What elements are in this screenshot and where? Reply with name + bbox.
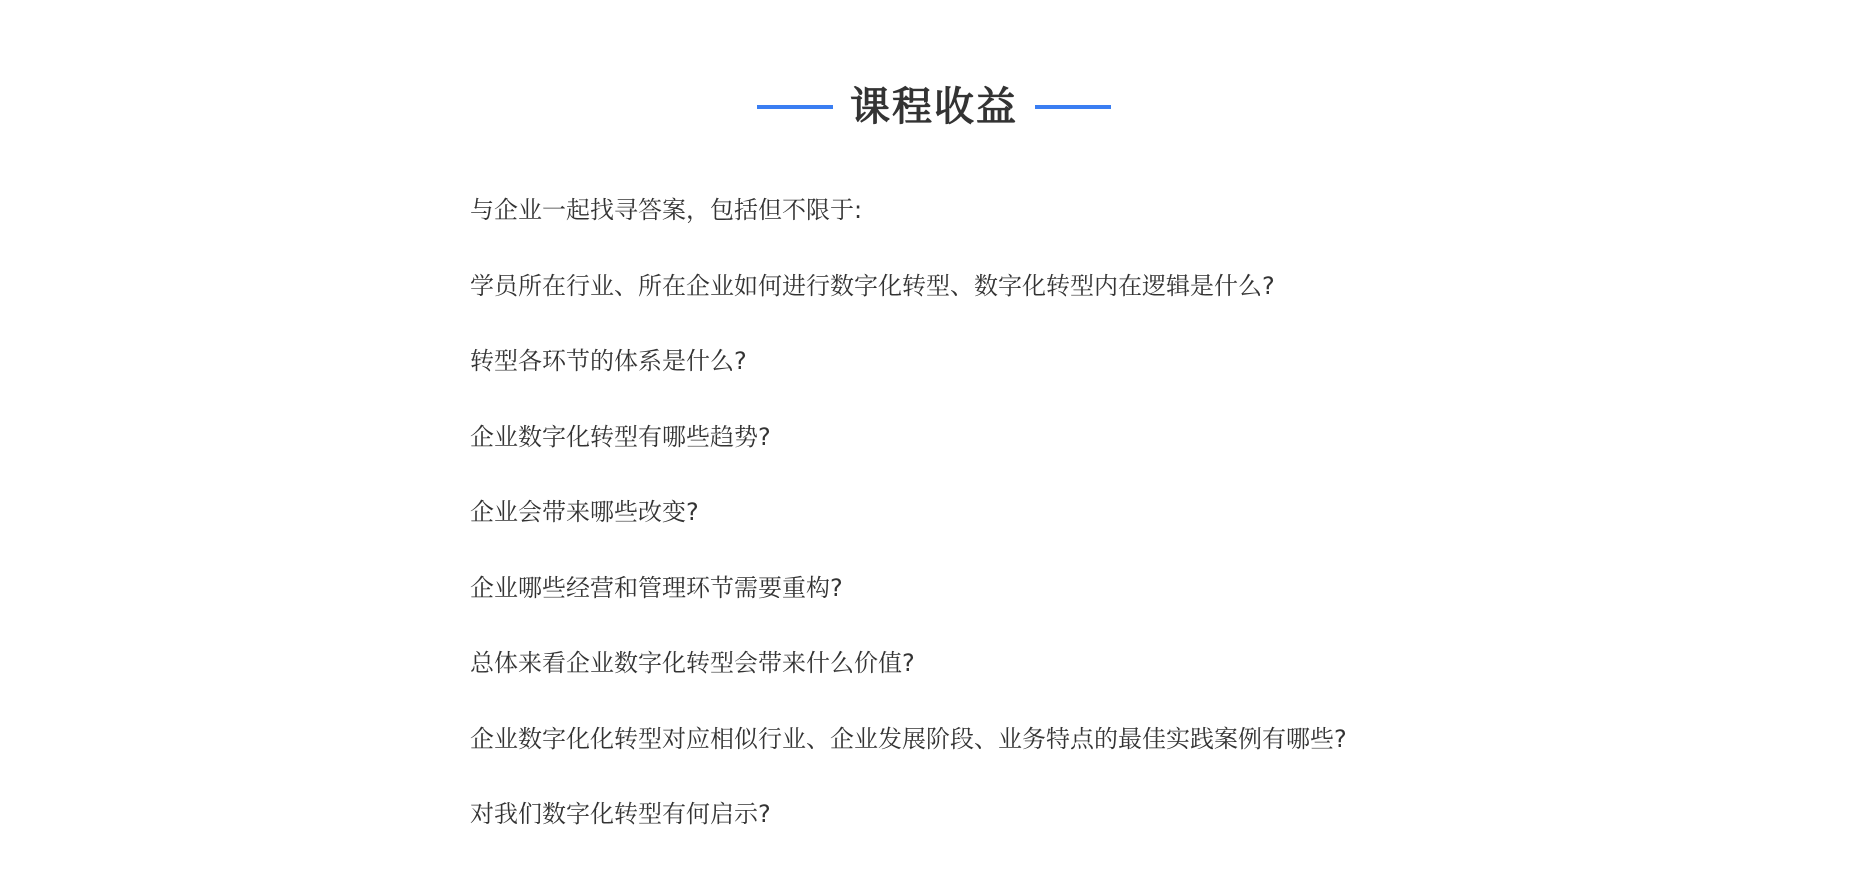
heading-left-line — [757, 105, 833, 109]
question-item: 企业会带来哪些改变? — [470, 498, 699, 526]
question-item: 企业数字化转型有哪些趋势? — [470, 422, 771, 451]
question-item: 企业哪些经营和管理环节需要重构? — [470, 573, 843, 602]
heading-right-line — [1035, 105, 1111, 109]
question-item: 对我们数字化转型有何启示? — [470, 800, 771, 828]
section-heading — [0, 78, 1868, 136]
question-item: 总体来看企业数字化转型会带来什么价值? — [470, 649, 915, 677]
question-item: 学员所在行业、所在企业如何进行数字化转型、数字化转型内在逻辑是什么? — [470, 271, 1275, 300]
intro-text: 与企业一起找寻答案，包括但不限于: — [470, 196, 863, 224]
section-title: 课程收益 — [850, 84, 1018, 130]
benefits-content — [470, 190, 1470, 870]
question-item: 转型各环节的体系是什么? — [470, 347, 747, 375]
question-item: 企业数字化化转型对应相似行业、企业发展阶段、业务特点的最佳实践案例有哪些? — [470, 724, 1347, 753]
